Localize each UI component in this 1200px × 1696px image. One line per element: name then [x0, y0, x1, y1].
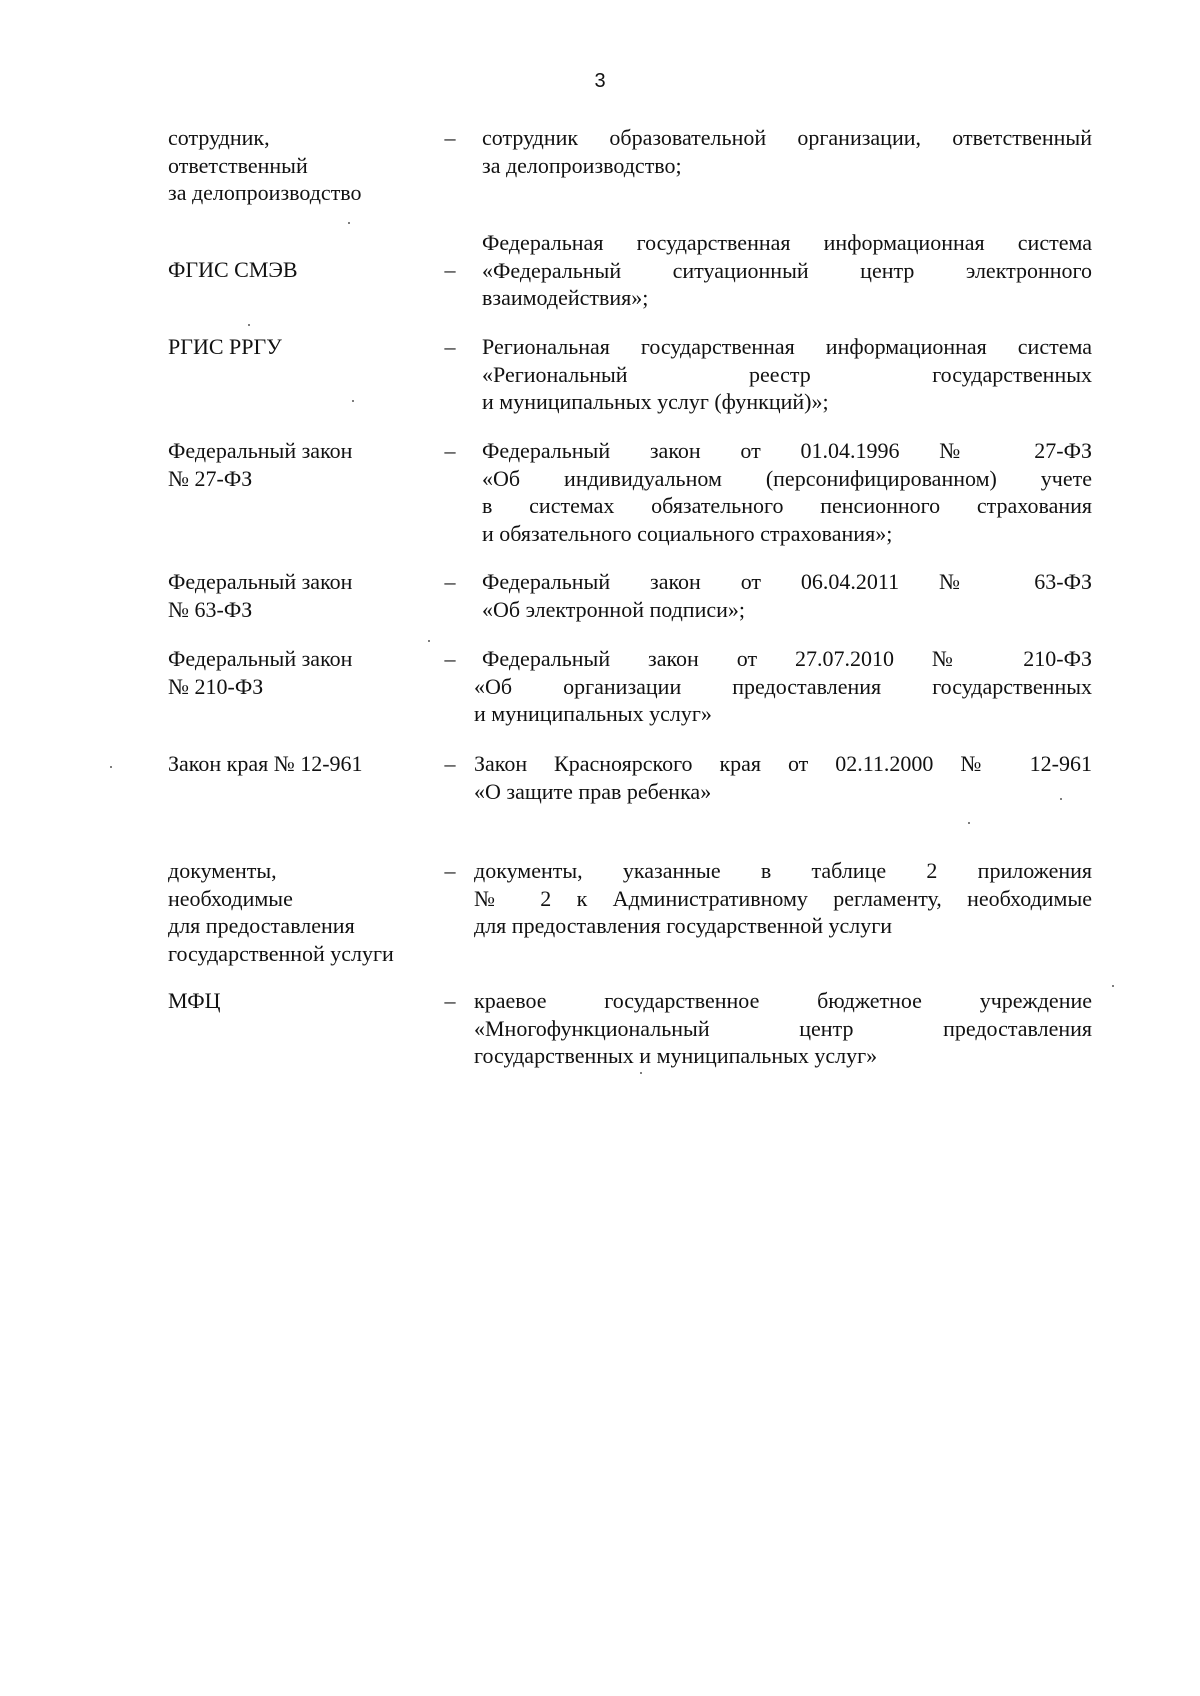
definition-line: и обязательного социального страхования»; — [482, 520, 893, 546]
definition-line: Федеральный закон от 06.04.2011 № 63-ФЗ — [482, 569, 1092, 594]
dash-separator: – — [444, 751, 456, 776]
dash-separator: – — [444, 569, 456, 594]
definition-line: краевое государственное бюджетное учреждение — [474, 988, 1092, 1013]
definition — [474, 645, 1092, 728]
definition-line: и муниципальных услуг» — [474, 701, 712, 726]
definition — [482, 568, 1092, 623]
dash-separator: – — [444, 334, 456, 359]
definition-line: № 2 к Административному регламенту, необходимые — [474, 885, 1092, 911]
dash-separator: – — [444, 125, 456, 150]
definition-line: «Федеральный ситуационный центр электронного — [482, 257, 1092, 283]
definition-line: государственных и муниципальных услуг» — [474, 1043, 878, 1068]
dash-separator: – — [444, 646, 456, 671]
definition-line: в системах обязательного пенсионного страхования — [482, 493, 1092, 518]
definition — [474, 987, 1092, 1070]
term-line: МФЦ — [168, 988, 221, 1013]
term-line: за делопроизводство — [168, 180, 362, 205]
definition-line: и муниципальных услуг (функций)»; — [482, 389, 829, 414]
definition-line: документы, указанные в таблице 2 приложения — [474, 858, 1092, 883]
definition — [482, 437, 1092, 547]
definition-line: Закон Красноярского края от 02.11.2000 № 12-961 — [474, 751, 1092, 776]
definition — [474, 750, 1092, 805]
dash-separator: – — [444, 988, 456, 1013]
term — [168, 437, 436, 492]
definition-line: «Региональный реестр государственных — [482, 361, 1092, 387]
term — [168, 987, 436, 1015]
dash-separator: – — [444, 438, 456, 463]
page-number: 3 — [594, 70, 606, 92]
term-line: Федеральный закон — [168, 569, 353, 594]
term-line: РГИС РРГУ — [168, 334, 282, 359]
term — [168, 256, 436, 284]
term-line: № 210-ФЗ — [168, 673, 264, 699]
scan-speck — [352, 400, 354, 402]
definition-line: для предоставления государственной услуги — [474, 913, 893, 938]
term-line: для предоставления — [168, 913, 355, 938]
term — [168, 333, 436, 361]
definition-line: за делопроизводство; — [482, 152, 682, 178]
term-line: ответственный — [168, 152, 308, 178]
term-line: необходимые — [168, 885, 293, 911]
dash-separator: – — [444, 257, 456, 282]
scan-speck — [1112, 985, 1114, 987]
definition-line: Федеральный закон от 27.07.2010 № 210-ФЗ — [482, 646, 1092, 671]
definition-line: «Об электронной подписи»; — [482, 596, 746, 622]
term — [168, 857, 436, 967]
scan-speck — [110, 766, 112, 768]
scan-speck — [1060, 798, 1062, 800]
definition — [474, 857, 1092, 940]
dash-separator: – — [444, 858, 456, 883]
term-line: сотрудник, — [168, 125, 270, 150]
scan-speck — [640, 1072, 642, 1074]
term — [168, 124, 436, 207]
scan-speck — [428, 640, 430, 642]
definition-line: взаимодействия»; — [482, 285, 649, 310]
definition-line: «О защите прав ребенка» — [474, 778, 712, 804]
scan-speck — [248, 324, 250, 326]
definition-line: Федеральный закон от 01.04.1996 № 27-ФЗ — [482, 438, 1092, 463]
term-line: Федеральный закон — [168, 646, 353, 671]
definition — [482, 229, 1092, 312]
definition-line: «Об организации предоставления государственных — [474, 673, 1092, 699]
term-line: Закон края № 12-961 — [168, 751, 363, 776]
term-line: государственной услуги — [168, 940, 394, 966]
term — [168, 645, 436, 700]
scan-speck — [348, 222, 350, 224]
scan-speck — [968, 822, 970, 824]
term-line: Федеральный закон — [168, 438, 353, 463]
definition — [482, 124, 1092, 179]
definition-line: Федеральная государственная информационная система — [482, 230, 1092, 255]
term-line: документы, — [168, 858, 277, 883]
term-line: № 63-ФЗ — [168, 596, 253, 622]
definition-line: сотрудник образовательной организации, ответственный — [482, 125, 1092, 150]
definition — [482, 333, 1092, 416]
term — [168, 750, 436, 778]
term-line: № 27-ФЗ — [168, 465, 253, 491]
term — [168, 568, 436, 623]
definition-line: «Многофункциональный центр предоставления — [474, 1015, 1092, 1041]
definition-line: «Об индивидуальном (персонифицированном) учете — [482, 465, 1092, 491]
term-line: ФГИС СМЭВ — [168, 257, 298, 282]
definition-line: Региональная государственная информационная система — [482, 334, 1092, 359]
